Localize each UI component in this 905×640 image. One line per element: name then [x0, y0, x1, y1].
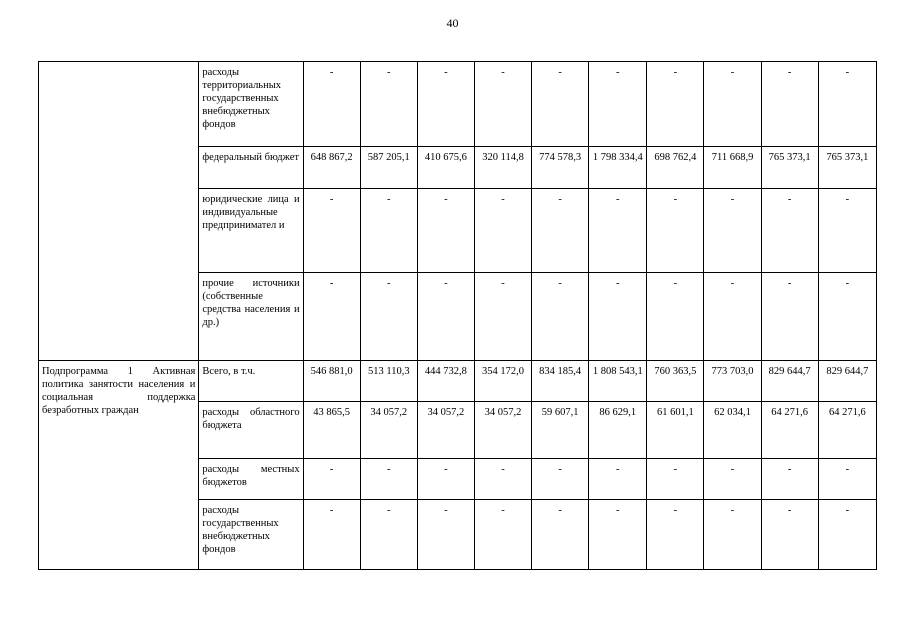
value-cell: 444 732,8 — [417, 361, 474, 402]
value-cell: - — [360, 189, 417, 273]
value-cell: - — [704, 62, 761, 147]
funding-source-label: юридические лица и индивидуальные предпринимател и — [199, 189, 303, 273]
value-cell: - — [474, 500, 531, 570]
value-cell: - — [360, 459, 417, 500]
table-row — [39, 62, 877, 147]
value-cell: - — [647, 459, 704, 500]
value-cell: - — [303, 459, 360, 500]
value-cell: - — [818, 189, 876, 273]
value-cell: 829 644,7 — [761, 361, 818, 402]
value-cell: - — [647, 500, 704, 570]
value-cell: 587 205,1 — [360, 147, 417, 189]
value-cell: 1 808 543,1 — [589, 361, 647, 402]
value-cell: - — [474, 189, 531, 273]
value-cell: 829 644,7 — [818, 361, 876, 402]
value-cell: 354 172,0 — [474, 361, 531, 402]
value-cell: - — [704, 500, 761, 570]
program-cell-subprogram-1: Подпрограмма 1 Активная политика занятости населения и социальная поддержка безработных граждан — [39, 361, 199, 570]
value-cell: - — [417, 189, 474, 273]
value-cell: - — [818, 62, 876, 147]
value-cell: 64 271,6 — [761, 402, 818, 459]
value-cell: 834 185,4 — [532, 361, 589, 402]
value-cell: 34 057,2 — [417, 402, 474, 459]
value-cell: 59 607,1 — [532, 402, 589, 459]
value-cell: - — [761, 273, 818, 361]
value-cell: 546 881,0 — [303, 361, 360, 402]
value-cell: - — [417, 500, 474, 570]
value-cell: - — [761, 62, 818, 147]
value-cell: 711 668,9 — [704, 147, 761, 189]
value-cell: - — [761, 459, 818, 500]
value-cell: 648 867,2 — [303, 147, 360, 189]
funding-source-label: Всего, в т.ч. — [199, 361, 303, 402]
value-cell: - — [589, 273, 647, 361]
value-cell: 320 114,8 — [474, 147, 531, 189]
value-cell: - — [818, 459, 876, 500]
value-cell: - — [417, 62, 474, 147]
value-cell: 34 057,2 — [360, 402, 417, 459]
value-cell: - — [647, 273, 704, 361]
value-cell: - — [761, 500, 818, 570]
table-row — [39, 361, 877, 402]
value-cell: - — [532, 500, 589, 570]
value-cell: - — [303, 273, 360, 361]
program-cell-continued — [39, 62, 199, 361]
value-cell: 61 601,1 — [647, 402, 704, 459]
value-cell: - — [303, 189, 360, 273]
funding-source-label: прочие источники (собственные средства населения и др.) — [199, 273, 303, 361]
value-cell: 64 271,6 — [818, 402, 876, 459]
value-cell: 765 373,1 — [761, 147, 818, 189]
value-cell: - — [704, 459, 761, 500]
funding-source-label: федеральный бюджет — [199, 147, 303, 189]
value-cell: - — [761, 189, 818, 273]
value-cell: - — [532, 189, 589, 273]
value-cell: - — [360, 273, 417, 361]
value-cell: - — [647, 62, 704, 147]
value-cell: - — [360, 62, 417, 147]
value-cell: - — [474, 62, 531, 147]
value-cell: - — [532, 62, 589, 147]
value-cell: - — [532, 459, 589, 500]
value-cell: - — [474, 273, 531, 361]
value-cell: 86 629,1 — [589, 402, 647, 459]
value-cell: - — [589, 189, 647, 273]
value-cell: 773 703,0 — [704, 361, 761, 402]
value-cell: 410 675,6 — [417, 147, 474, 189]
value-cell: - — [704, 273, 761, 361]
value-cell: - — [589, 62, 647, 147]
value-cell: - — [704, 189, 761, 273]
value-cell: 774 578,3 — [532, 147, 589, 189]
value-cell: 62 034,1 — [704, 402, 761, 459]
value-cell: - — [818, 500, 876, 570]
value-cell: 43 865,5 — [303, 402, 360, 459]
funding-source-label: расходы местных бюджетов — [199, 459, 303, 500]
funding-source-label: расходы областного бюджета — [199, 402, 303, 459]
value-cell: - — [417, 459, 474, 500]
value-cell: - — [474, 459, 531, 500]
value-cell: 765 373,1 — [818, 147, 876, 189]
value-cell: 34 057,2 — [474, 402, 531, 459]
value-cell: 1 798 334,4 — [589, 147, 647, 189]
page-number: 40 — [446, 16, 459, 30]
funding-source-label: расходы государственных внебюджетных фондов — [199, 500, 303, 570]
value-cell: - — [589, 459, 647, 500]
value-cell: 698 762,4 — [647, 147, 704, 189]
value-cell: - — [417, 273, 474, 361]
funding-source-label: расходы территориальных государственных внебюджетных фондов — [199, 62, 303, 147]
value-cell: 513 110,3 — [360, 361, 417, 402]
value-cell: - — [589, 500, 647, 570]
value-cell: 760 363,5 — [647, 361, 704, 402]
value-cell: - — [647, 189, 704, 273]
value-cell: - — [532, 273, 589, 361]
value-cell: - — [303, 62, 360, 147]
value-cell: - — [818, 273, 876, 361]
value-cell: - — [303, 500, 360, 570]
budget-table — [38, 61, 877, 570]
value-cell: - — [360, 500, 417, 570]
